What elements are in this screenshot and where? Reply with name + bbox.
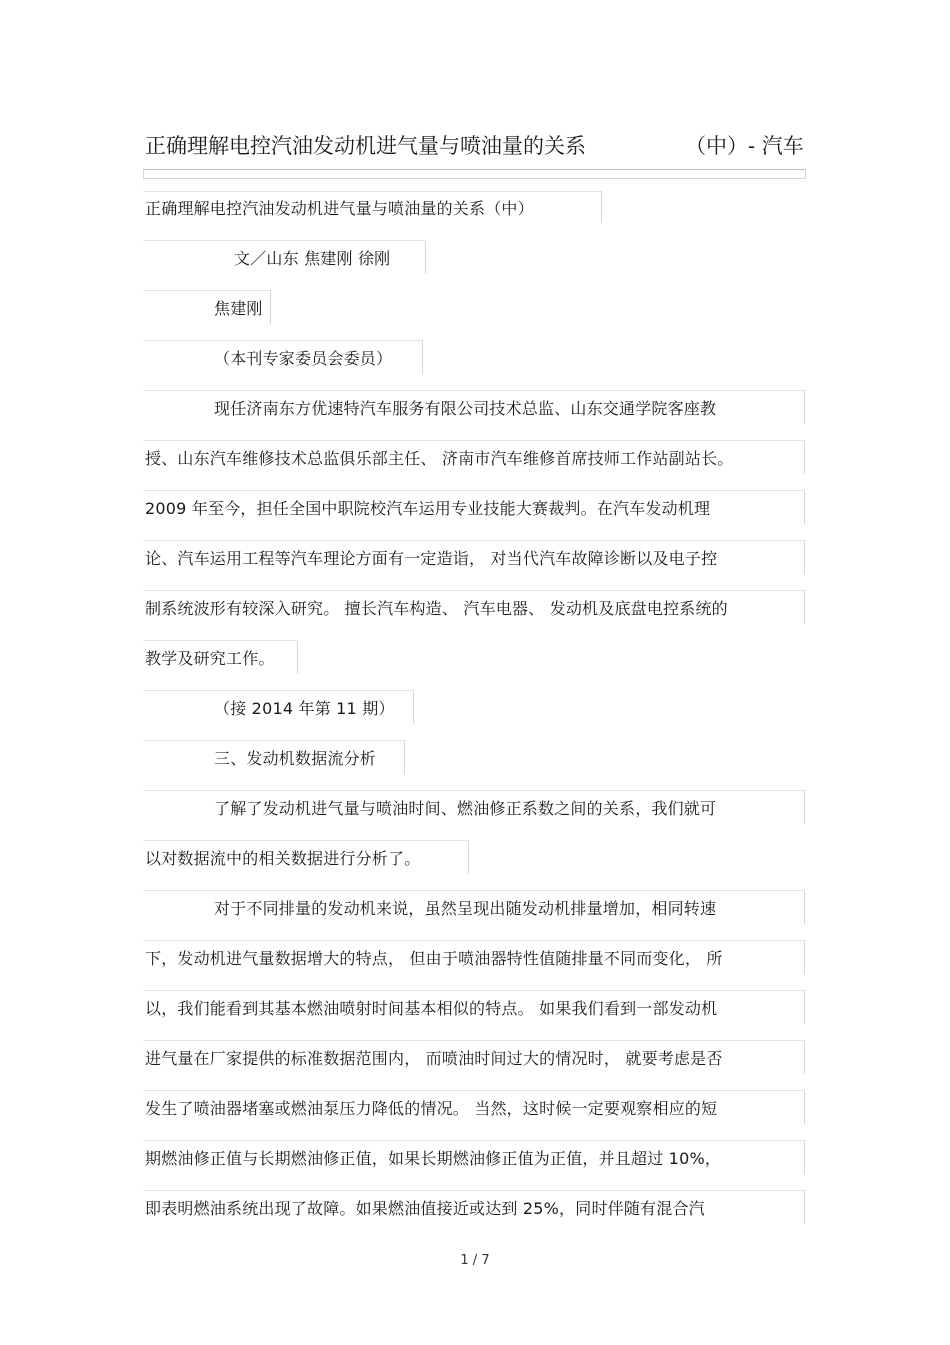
article-subtitle: 正确理解电控汽油发动机进气量与喷油量的关系（中） xyxy=(145,199,534,218)
bio-line: 2009 年至今，担任全国中职院校汽车运用专业技能大赛裁判。在汽车发动机理 xyxy=(145,499,711,518)
bio-line: 论、汽车运用工程等汽车理论方面有一定造诣， 对当代汽车故障诊断以及电子控 xyxy=(145,549,718,568)
bio-line: 授、山东汽车维修技术总监俱乐部主任、 济南市汽车维修首席技师工作站副站长。 xyxy=(145,449,734,468)
author-role: （本刊专家委员会委员） xyxy=(214,349,393,368)
continuation-note: （接 2014 年第 11 期） xyxy=(214,699,395,718)
document-title xyxy=(145,131,810,161)
paragraph-line: 即表明燃油系统出现了故障。如果燃油值接近或达到 25%，同时伴随有混合汽 xyxy=(145,1199,705,1218)
paragraph-line: 期燃油修正值与长期燃油修正值，如果长期燃油修正值为正值，并且超过 10%， xyxy=(145,1149,722,1168)
page-indicator: 1 / 7 xyxy=(460,1253,490,1268)
byline: 文／山东 焦建刚 徐刚 xyxy=(234,249,391,268)
bio-line: 制系统波形有较深入研究。 擅长汽车构造、 汽车电器、 发动机及底盘电控系统的 xyxy=(145,599,728,618)
paragraph-line: 以对数据流中的相关数据进行分析了。 xyxy=(145,849,421,868)
title-divider xyxy=(143,169,806,179)
paragraph-line: 以，我们能看到其基本燃油喷射时间基本相似的特点。 如果我们看到一部发动机 xyxy=(145,999,718,1018)
author-name: 焦建刚 xyxy=(214,299,263,318)
paragraph-line: 下，发动机进气量数据增大的特点， 但由于喷油器特性值随排量不同而变化， 所 xyxy=(145,949,723,968)
bio-line: 教学及研究工作。 xyxy=(145,649,275,668)
paragraph-line: 进气量在厂家提供的标准数据范围内， 而喷油时间过大的情况时， 就要考虑是否 xyxy=(145,1049,723,1068)
section-heading: 三、发动机数据流分析 xyxy=(214,749,377,768)
paragraph-line: 了解了发动机进气量与喷油时间、燃油修正系数之间的关系，我们就可 xyxy=(214,799,717,818)
paragraph-line: 对于不同排量的发动机来说，虽然呈现出随发动机排量增加，相同转速 xyxy=(214,899,717,918)
bio-line: 现任济南东方优速特汽车服务有限公司技术总监、山东交通学院客座教 xyxy=(214,399,717,418)
document-title-main: 正确理解电控汽油发动机进气量与喷油量的关系 xyxy=(145,134,586,158)
paragraph-line: 发生了喷油器堵塞或燃油泵压力降低的情况。 当然，这时候一定要观察相应的短 xyxy=(145,1099,718,1118)
document-title-suffix: （中）- 汽车 xyxy=(685,134,804,158)
